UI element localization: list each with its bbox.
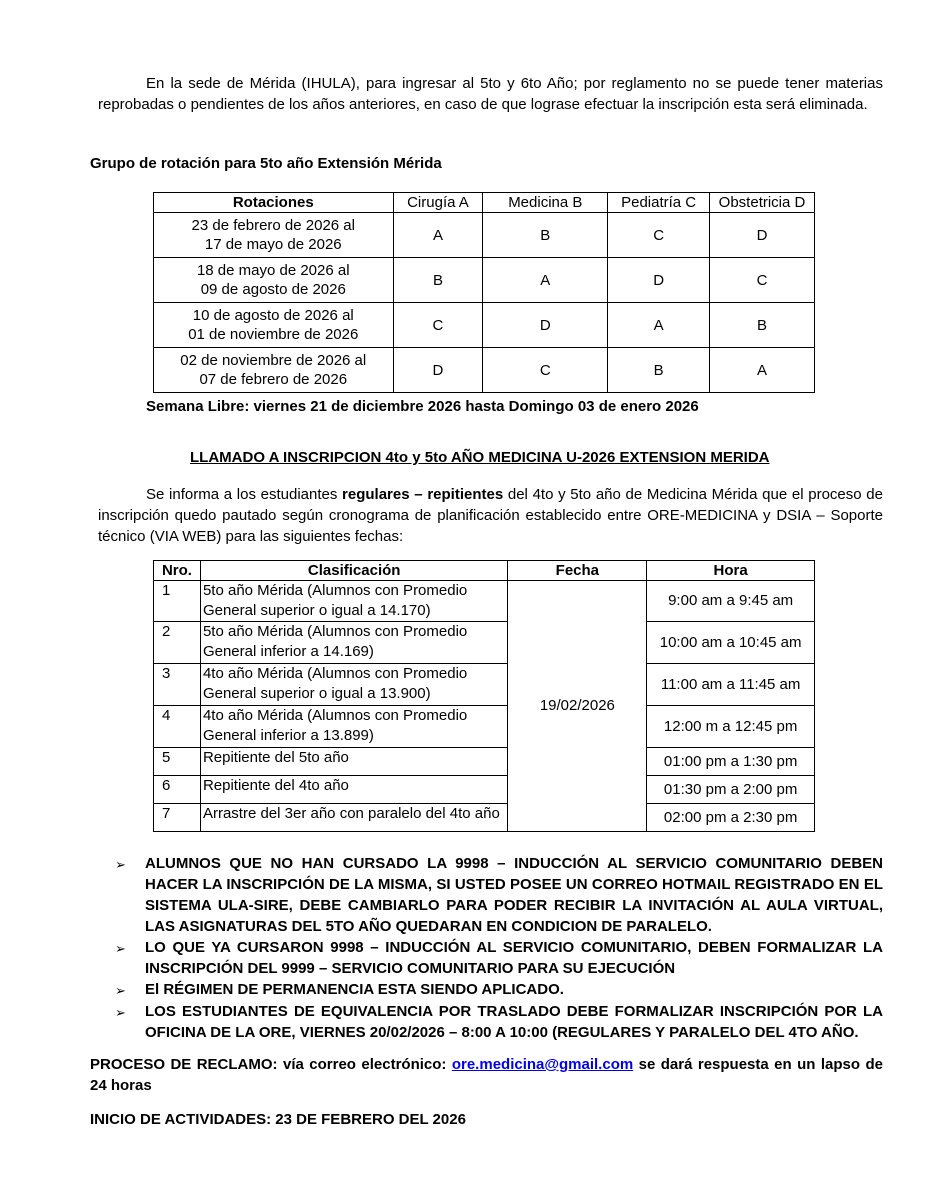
rotation-header-cell: Rotaciones xyxy=(154,193,394,213)
regulares-label: regulares xyxy=(342,486,410,503)
row-number: 6 xyxy=(154,776,201,804)
period-end: 17 de mayo de 2026 xyxy=(204,236,342,253)
free-week-note: Semana Libre: viernes 21 de diciembre 2026 hasta Domingo 03 de enero 2026 xyxy=(146,398,699,415)
row-time: 11:00 am a 11:45 am xyxy=(647,664,815,706)
bullet-list xyxy=(115,853,883,1043)
claim-text: PROCESO DE RECLAMO: vía correo electrónico: xyxy=(90,1056,452,1073)
table-row xyxy=(154,622,815,664)
intro-paragraph: En la sede de Mérida (IHULA), para ingresar al 5to y 6to Año; por reglamento no se puede tener materias reprobadas o pendientes de los años anteriores, en caso de que lograse efectuar la inscripción esta será eliminada. xyxy=(98,75,883,113)
rotation-group: A xyxy=(483,258,608,303)
list-item xyxy=(115,853,883,937)
row-classification: 5to año Mérida (Alumnos con Promedio General superior o igual a 14.170) xyxy=(200,581,507,622)
call-text: Se informa a los estudiantes xyxy=(146,486,343,503)
row-number: 3 xyxy=(154,664,201,706)
period-end: 07 de febrero de 2026 xyxy=(199,371,348,388)
rotation-header-cell: Obstetricia D xyxy=(710,193,815,213)
row-classification: Repitiente del 4to año xyxy=(200,776,507,804)
table-row xyxy=(154,776,815,804)
row-time: 10:00 am a 10:45 am xyxy=(647,622,815,664)
table-row xyxy=(154,213,815,258)
rotation-group: D xyxy=(483,303,608,348)
row-classification: Arrastre del 3er año con paralelo del 4to año xyxy=(200,804,507,832)
dash: – xyxy=(409,486,428,503)
table-row xyxy=(154,258,815,303)
inscription-date: 19/02/2026 xyxy=(508,581,647,832)
rotation-group: B xyxy=(608,348,710,393)
table-row xyxy=(154,664,815,706)
row-time: 01:00 pm a 1:30 pm xyxy=(647,748,815,776)
rotation-header-cell: Medicina B xyxy=(483,193,608,213)
bullet-text: ALUMNOS QUE NO HAN CURSADO LA 9998 – INDUCCIÓN AL SERVICIO COMUNITARIO DEBEN HACER LA INSCRIPCIÓN DE LA MISMA, SI USTED POSEE UN CORREO HOTMAIL REGISTRADO EN EL SISTEMA ULA-SIRE, DEBE CAMBIARLO PARA PODER RECIBIR LA INVITACIÓN AL AULA VIRTUAL, LAS ASIGNATURAS DEL 5TO AÑO QUEDARAN EN CONDICION DE PARALELO. xyxy=(145,855,883,935)
period-start: 10 de agosto de 2026 al xyxy=(192,307,354,324)
table-row xyxy=(154,748,815,776)
row-time: 12:00 m a 12:45 pm xyxy=(647,706,815,748)
row-number: 4 xyxy=(154,706,201,748)
period-start: 18 de mayo de 2026 al xyxy=(196,262,350,279)
rotation-period xyxy=(154,213,394,258)
inscription-header-cell: Fecha xyxy=(508,561,647,581)
rotation-group: D xyxy=(710,213,815,258)
email-link[interactable]: ore.medicina@gmail.com xyxy=(451,1056,634,1073)
start-date-note: INICIO DE ACTIVIDADES: 23 DE FEBRERO DEL 2026 xyxy=(90,1111,466,1128)
period-start: 02 de noviembre de 2026 al xyxy=(180,352,367,369)
rotation-group: A xyxy=(393,213,483,258)
rotation-header-cell: Pediatría C xyxy=(608,193,710,213)
rotation-group: D xyxy=(608,258,710,303)
rotation-group: B xyxy=(393,258,483,303)
arrow-bullet-icon: ➢ xyxy=(115,983,126,998)
rotation-group: C xyxy=(710,258,815,303)
call-text: del 4to y 5to año de Medicina Mérida que el proceso de inscripción quedo pautado según cronograma de planificación establecido entre ORE-MEDICINA y DSIA – Soporte técnico (VIA WEB) para las siguientes fechas: xyxy=(98,486,883,545)
row-number: 5 xyxy=(154,748,201,776)
row-number: 1 xyxy=(154,581,201,622)
rotation-group: A xyxy=(710,348,815,393)
call-title: LLAMADO A INSCRIPCION 4to y 5to AÑO MEDICINA U-2026 EXTENSION MERIDA xyxy=(190,449,770,466)
claim-paragraph xyxy=(90,1054,883,1096)
repitientes-label: repitientes xyxy=(427,486,504,503)
rotation-group: B xyxy=(710,303,815,348)
row-classification: Repitiente del 5to año xyxy=(200,748,507,776)
rotation-header-cell: Cirugía A xyxy=(393,193,483,213)
rotation-title: Grupo de rotación para 5to año Extensión Mérida xyxy=(90,155,442,172)
row-time: 01:30 pm a 2:00 pm xyxy=(647,776,815,804)
rotation-header-row xyxy=(154,193,815,213)
row-number: 7 xyxy=(154,804,201,832)
rotation-group: C xyxy=(608,213,710,258)
rotation-period xyxy=(154,303,394,348)
table-row xyxy=(154,348,815,393)
table-row xyxy=(154,804,815,832)
period-end: 09 de agosto de 2026 xyxy=(200,281,346,298)
list-item xyxy=(115,937,883,979)
list-item xyxy=(115,979,883,1001)
rotation-table xyxy=(153,192,815,393)
rotation-group: A xyxy=(608,303,710,348)
row-classification: 5to año Mérida (Alumnos con Promedio General inferior a 14.169) xyxy=(200,622,507,664)
rotation-group: C xyxy=(393,303,483,348)
inscription-table xyxy=(153,560,815,832)
row-time: 9:00 am a 9:45 am xyxy=(647,581,815,622)
arrow-bullet-icon: ➢ xyxy=(115,1005,126,1020)
row-classification: 4to año Mérida (Alumnos con Promedio General superior o igual a 13.900) xyxy=(200,664,507,706)
bullet-text: LOS ESTUDIANTES DE EQUIVALENCIA POR TRASLADO DEBE FORMALIZAR INSCRIPCIÓN POR LA OFICINA DE LA ORE, VIERNES 20/02/2026 – 8:00 A 10:00 (REGULARES Y PARALELO DEL 4TO AÑO. xyxy=(145,1003,883,1041)
table-row xyxy=(154,581,815,622)
row-time: 02:00 pm a 2:30 pm xyxy=(647,804,815,832)
inscription-header-cell: Clasificación xyxy=(200,561,507,581)
inscription-header-cell: Hora xyxy=(647,561,815,581)
period-end: 01 de noviembre de 2026 xyxy=(188,326,359,343)
bullet-text: LO QUE YA CURSARON 9998 – INDUCCIÓN AL SERVICIO COMUNITARIO, DEBEN FORMALIZAR LA INSCRIPCIÓN DEL 9999 – SERVICIO COMUNITARIO PARA SU EJECUCIÓN xyxy=(145,939,883,977)
call-paragraph xyxy=(98,484,883,547)
table-row xyxy=(154,706,815,748)
list-item xyxy=(115,1001,883,1043)
rotation-group: B xyxy=(483,213,608,258)
arrow-bullet-icon: ➢ xyxy=(115,857,126,872)
row-number: 2 xyxy=(154,622,201,664)
claim-text: se dará respuesta en un lapso de 24 horas xyxy=(90,1056,883,1094)
bullet-text: El RÉGIMEN DE PERMANENCIA ESTA SIENDO APLICADO. xyxy=(145,981,564,998)
inscription-header-row xyxy=(154,561,815,581)
row-classification: 4to año Mérida (Alumnos con Promedio General inferior a 13.899) xyxy=(200,706,507,748)
arrow-bullet-icon: ➢ xyxy=(115,941,126,956)
rotation-group: C xyxy=(483,348,608,393)
inscription-header-cell: Nro. xyxy=(154,561,201,581)
rotation-period xyxy=(154,348,394,393)
table-row xyxy=(154,303,815,348)
rotation-group: D xyxy=(393,348,483,393)
period-start: 23 de febrero de 2026 al xyxy=(191,217,355,234)
rotation-period xyxy=(154,258,394,303)
